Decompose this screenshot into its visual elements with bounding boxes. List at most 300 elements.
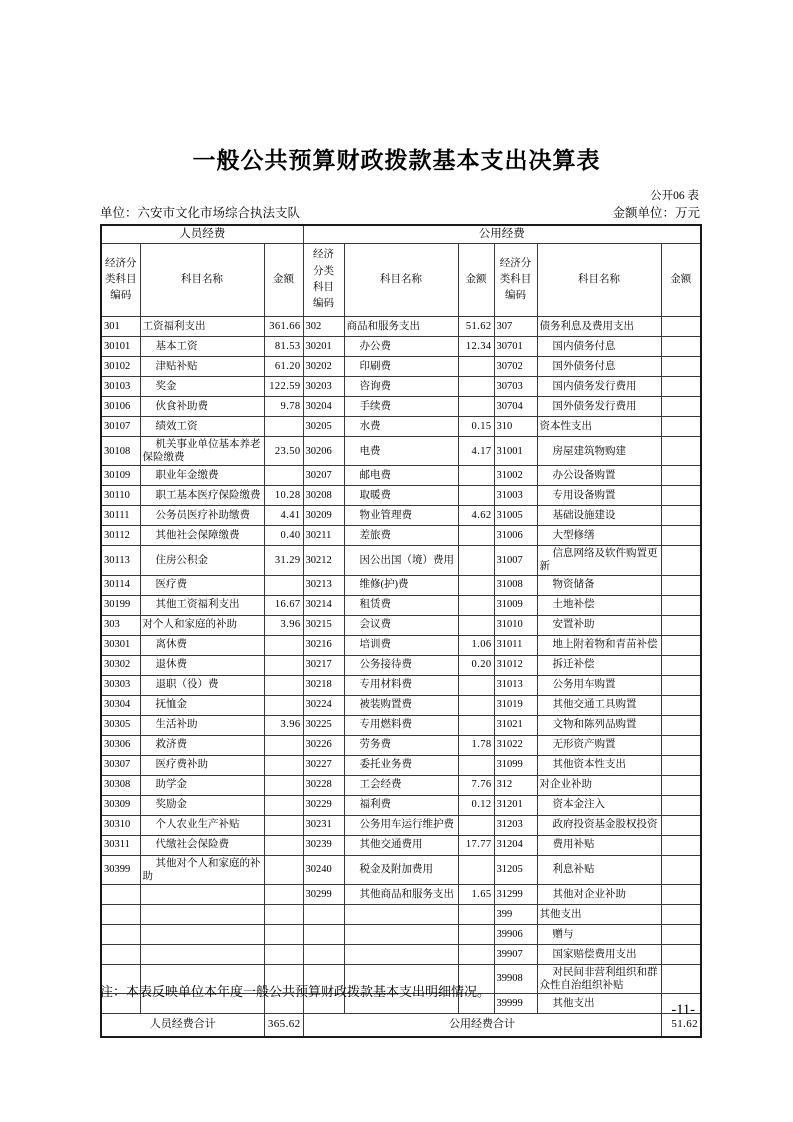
- cell-amt: 23.50: [264, 437, 303, 466]
- cell-code: 30702: [494, 357, 537, 377]
- cell-amt: [661, 855, 701, 884]
- cell-code: 302: [303, 317, 344, 337]
- cell-name: 咨询费: [344, 377, 458, 397]
- col-header-amount-2: 金额: [458, 244, 494, 317]
- cell-amt: [661, 964, 701, 993]
- cell-name: 债务利息及费用支出: [537, 317, 661, 337]
- cell-amt: [458, 397, 494, 417]
- cell-name: 租赁费: [344, 595, 458, 615]
- cell-amt: 361.66: [264, 317, 303, 337]
- cell-name: 工资福利支出: [140, 317, 264, 337]
- cell-code: 30226: [303, 735, 344, 755]
- cell-code: 30217: [303, 655, 344, 675]
- cell-code: 30199: [101, 595, 140, 615]
- cell-code: 39908: [494, 964, 537, 993]
- group-header-public: 公用经费: [303, 225, 701, 244]
- table-row: [101, 317, 701, 337]
- cell-name: [140, 944, 264, 964]
- cell-code: 30302: [101, 655, 140, 675]
- cell-name: 国内债务发行费用: [537, 377, 661, 397]
- cell-name: 取暖费: [344, 486, 458, 506]
- cell-name: 利息补贴: [537, 855, 661, 884]
- col-header-code-3: 经济分类科目编码: [494, 244, 537, 317]
- cell-amt: [661, 675, 701, 695]
- cell-name: [140, 904, 264, 924]
- cell-code: 31011: [494, 635, 537, 655]
- cell-amt: 0.15: [458, 417, 494, 437]
- cell-amt: 9.78: [264, 397, 303, 417]
- cell-amt: [661, 417, 701, 437]
- cell-name: 培训费: [344, 635, 458, 655]
- cell-code: [101, 944, 140, 964]
- cell-name: 文物和陈列品购置: [537, 715, 661, 735]
- cell-name: 公务用车运行维护费: [344, 815, 458, 835]
- cell-code: 30228: [303, 775, 344, 795]
- cell-name: 物业管理费: [344, 506, 458, 526]
- cell-code: 30299: [303, 884, 344, 904]
- table-row: [101, 595, 701, 615]
- cell-code: 39999: [494, 994, 537, 1014]
- footnote: 注：本表反映单位本年度一般公共预算财政拨款基本支出明细情况。: [100, 984, 491, 999]
- cell-amt: [458, 855, 494, 884]
- cell-name: 土地补偿: [537, 595, 661, 615]
- cell-code: 31013: [494, 675, 537, 695]
- cell-amt: [264, 695, 303, 715]
- col-header-name-2: 科目名称: [344, 244, 458, 317]
- cell-name: 专用燃料费: [344, 715, 458, 735]
- cell-code: 30301: [101, 635, 140, 655]
- cell-amt: [661, 486, 701, 506]
- cell-amt: [458, 595, 494, 615]
- cell-code: 30701: [494, 337, 537, 357]
- public-total-amount: 51.62: [661, 1014, 701, 1038]
- cell-name: 退休费: [140, 655, 264, 675]
- cell-amt: 122.59: [264, 377, 303, 397]
- cell-name: 其他对企业补助: [537, 884, 661, 904]
- cell-amt: [661, 575, 701, 595]
- cell-name: 公务接待费: [344, 655, 458, 675]
- cell-name: 对企业补助: [537, 775, 661, 795]
- cell-amt: [458, 575, 494, 595]
- group-header-personnel: 人员经费: [101, 225, 303, 244]
- cell-name: 无形资产购置: [537, 735, 661, 755]
- cell-code: 307: [494, 317, 537, 337]
- cell-code: 39906: [494, 924, 537, 944]
- cell-name: 离休费: [140, 635, 264, 655]
- page-title: 一般公共预算财政拨款基本支出决算表: [192, 147, 601, 173]
- cell-amt: [661, 526, 701, 546]
- cell-amt: [661, 595, 701, 615]
- personnel-total-label: 人员经费合计: [101, 1014, 264, 1038]
- cell-amt: [264, 755, 303, 775]
- cell-code: 30109: [101, 466, 140, 486]
- cell-code: 39907: [494, 944, 537, 964]
- cell-name: 专用材料费: [344, 675, 458, 695]
- cell-name: 商品和服务支出: [344, 317, 458, 337]
- cell-amt: [264, 735, 303, 755]
- cell-code: 30114: [101, 575, 140, 595]
- cell-amt: [661, 695, 701, 715]
- cell-name: 其他商品和服务支出: [344, 884, 458, 904]
- cell-amt: [661, 884, 701, 904]
- cell-amt: [264, 835, 303, 855]
- cell-name: 维修(护)费: [344, 575, 458, 595]
- cell-name: 政府投资基金股权投资: [537, 815, 661, 835]
- cell-amt: 1.06: [458, 635, 494, 655]
- cell-name: 基础设施建设: [537, 506, 661, 526]
- cell-name: 国家赔偿费用支出: [537, 944, 661, 964]
- cell-name: 资本性支出: [537, 417, 661, 437]
- cell-name: 对个人和家庭的补助: [140, 615, 264, 635]
- cell-code: 30227: [303, 755, 344, 775]
- cell-amt: 17.77: [458, 835, 494, 855]
- table-row: [101, 884, 701, 904]
- cell-code: 30310: [101, 815, 140, 835]
- column-header-row: [101, 244, 701, 317]
- cell-code: 30308: [101, 775, 140, 795]
- cell-code: 30214: [303, 595, 344, 615]
- cell-name: 拆迁补偿: [537, 655, 661, 675]
- cell-name: 赠与: [537, 924, 661, 944]
- cell-amt: [661, 815, 701, 835]
- cell-code: 30311: [101, 835, 140, 855]
- public-total-label: 公用经费合计: [303, 1014, 661, 1038]
- cell-code: 310: [494, 417, 537, 437]
- cell-amt: 0.20: [458, 655, 494, 675]
- cell-name: [140, 924, 264, 944]
- cell-name: 劳务费: [344, 735, 458, 755]
- cell-code: 30102: [101, 357, 140, 377]
- cell-amt: 51.62: [458, 317, 494, 337]
- cell-name: 其他交通工具购置: [537, 695, 661, 715]
- cell-name: 资本金注入: [537, 795, 661, 815]
- cell-name: [344, 924, 458, 944]
- cell-amt: [661, 337, 701, 357]
- cell-name: 其他资本性支出: [537, 755, 661, 775]
- cell-code: [303, 944, 344, 964]
- cell-name: [344, 944, 458, 964]
- cell-amt: [661, 944, 701, 964]
- cell-code: 30239: [303, 835, 344, 855]
- cell-amt: [661, 755, 701, 775]
- cell-amt: 3.96: [264, 615, 303, 635]
- cell-name: 房屋建筑物购建: [537, 437, 661, 466]
- cell-amt: [264, 884, 303, 904]
- cell-amt: 12.34: [458, 337, 494, 357]
- table-row: [101, 337, 701, 357]
- table-row: [101, 795, 701, 815]
- cell-code: 30224: [303, 695, 344, 715]
- cell-name: 办公费: [344, 337, 458, 357]
- cell-name: 对民间非营利组织和群众性自治组织补贴: [537, 964, 661, 993]
- table-row: [101, 904, 701, 924]
- cell-amt: [264, 775, 303, 795]
- table-row: [101, 924, 701, 944]
- table-row: [101, 695, 701, 715]
- cell-amt: [661, 397, 701, 417]
- cell-name: 个人农业生产补贴: [140, 815, 264, 835]
- cell-name: 税金及附加费用: [344, 855, 458, 884]
- cell-code: 30206: [303, 437, 344, 466]
- table-row: [101, 526, 701, 546]
- table-row: [101, 755, 701, 775]
- cell-code: [101, 924, 140, 944]
- cell-name: 因公出国（境）费用: [344, 546, 458, 575]
- cell-amt: [458, 486, 494, 506]
- cell-amt: [458, 546, 494, 575]
- cell-amt: [458, 755, 494, 775]
- cell-amt: [661, 735, 701, 755]
- cell-amt: [661, 317, 701, 337]
- cell-amt: [264, 655, 303, 675]
- cell-code: 30399: [101, 855, 140, 884]
- cell-amt: [458, 904, 494, 924]
- cell-code: 30309: [101, 795, 140, 815]
- cell-amt: 0.12: [458, 795, 494, 815]
- cell-amt: [264, 904, 303, 924]
- cell-name: 职业年金缴费: [140, 466, 264, 486]
- cell-name: 水费: [344, 417, 458, 437]
- cell-amt: [458, 944, 494, 964]
- cell-amt: [661, 635, 701, 655]
- cell-code: 30111: [101, 506, 140, 526]
- cell-name: 奖金: [140, 377, 264, 397]
- table-row: [101, 635, 701, 655]
- cell-amt: [661, 924, 701, 944]
- cell-amt: 81.53: [264, 337, 303, 357]
- cell-code: 30208: [303, 486, 344, 506]
- cell-name: 住房公积金: [140, 546, 264, 575]
- table-row: [101, 835, 701, 855]
- cell-name: 医疗费补助: [140, 755, 264, 775]
- cell-amt: [458, 815, 494, 835]
- cell-code: [303, 924, 344, 944]
- cell-name: 差旅费: [344, 526, 458, 546]
- cell-amt: 31.29: [264, 546, 303, 575]
- cell-code: 31009: [494, 595, 537, 615]
- cell-code: 30231: [303, 815, 344, 835]
- cell-code: 31010: [494, 615, 537, 635]
- cell-code: 30307: [101, 755, 140, 775]
- cell-code: 301: [101, 317, 140, 337]
- table-row: [101, 357, 701, 377]
- table-row: [101, 715, 701, 735]
- cell-code: 30103: [101, 377, 140, 397]
- cell-code: 30305: [101, 715, 140, 735]
- cell-amt: 4.17: [458, 437, 494, 466]
- cell-amt: 10.28: [264, 486, 303, 506]
- cell-name: 大型修缮: [537, 526, 661, 546]
- cell-name: 电费: [344, 437, 458, 466]
- cell-code: 30205: [303, 417, 344, 437]
- cell-amt: [458, 695, 494, 715]
- table-row: [101, 775, 701, 795]
- cell-name: 公务员医疗补助缴费: [140, 506, 264, 526]
- cell-name: 生活补助: [140, 715, 264, 735]
- cell-amt: 16.67: [264, 595, 303, 615]
- cell-name: 其他交通费用: [344, 835, 458, 855]
- personnel-total-amount: 365.62: [264, 1014, 303, 1038]
- cell-code: 30207: [303, 466, 344, 486]
- cell-name: 奖励金: [140, 795, 264, 815]
- cell-amt: [264, 466, 303, 486]
- cell-code: 30202: [303, 357, 344, 377]
- cell-code: 31006: [494, 526, 537, 546]
- cell-code: 30303: [101, 675, 140, 695]
- cell-name: 助学金: [140, 775, 264, 795]
- group-header-row: [101, 225, 701, 244]
- cell-amt: [264, 635, 303, 655]
- table-row: [101, 546, 701, 575]
- unit-label: 单位：六安市文化市场综合执法支队: [100, 206, 301, 220]
- cell-code: 30213: [303, 575, 344, 595]
- cell-amt: 4.62: [458, 506, 494, 526]
- cell-name: 抚恤金: [140, 695, 264, 715]
- cell-amt: [661, 437, 701, 466]
- cell-amt: [458, 715, 494, 735]
- cell-name: 专用设备购置: [537, 486, 661, 506]
- cell-amt: [458, 526, 494, 546]
- table-body: [101, 317, 701, 1014]
- cell-amt: 0.40: [264, 526, 303, 546]
- cell-amt: [458, 377, 494, 397]
- table-row: [101, 855, 701, 884]
- col-header-amount-3: 金额: [661, 244, 701, 317]
- cell-code: 30203: [303, 377, 344, 397]
- cell-amt: 7.76: [458, 775, 494, 795]
- cell-amt: [458, 675, 494, 695]
- cell-amt: 3.96: [264, 715, 303, 735]
- cell-name: [140, 884, 264, 904]
- table-row: [101, 575, 701, 595]
- cell-amt: 4.41: [264, 506, 303, 526]
- table-row: [101, 486, 701, 506]
- cell-amt: [264, 417, 303, 437]
- cell-code: 30215: [303, 615, 344, 635]
- cell-code: 30704: [494, 397, 537, 417]
- cell-code: 30240: [303, 855, 344, 884]
- totals-row: [101, 1014, 701, 1038]
- cell-amt: 1.65: [458, 884, 494, 904]
- cell-name: 退职（役）费: [140, 675, 264, 695]
- cell-code: 31205: [494, 855, 537, 884]
- cell-amt: [264, 815, 303, 835]
- budget-table: [100, 224, 702, 1038]
- col-header-code-2: 经济分类科目编码: [303, 244, 344, 317]
- cell-code: 30112: [101, 526, 140, 546]
- cell-code: 30101: [101, 337, 140, 357]
- cell-code: 30201: [303, 337, 344, 357]
- cell-name: 其他对个人和家庭的补助: [140, 855, 264, 884]
- cell-code: 31001: [494, 437, 537, 466]
- cell-name: 被装购置费: [344, 695, 458, 715]
- cell-name: 绩效工资: [140, 417, 264, 437]
- cell-code: 30211: [303, 526, 344, 546]
- cell-amt: 61.20: [264, 357, 303, 377]
- cell-code: 30209: [303, 506, 344, 526]
- cell-amt: [264, 944, 303, 964]
- cell-amt: [264, 675, 303, 695]
- cell-code: 30218: [303, 675, 344, 695]
- cell-amt: [661, 904, 701, 924]
- cell-amt: [661, 615, 701, 635]
- cell-name: 国外债务发行费用: [537, 397, 661, 417]
- cell-amt: [264, 795, 303, 815]
- col-header-name-1: 科目名称: [140, 244, 264, 317]
- cell-name: 地上附着物和青苗补偿: [537, 635, 661, 655]
- cell-code: 31019: [494, 695, 537, 715]
- col-header-amount-1: 金额: [264, 244, 303, 317]
- table-row: [101, 675, 701, 695]
- cell-name: 工会经费: [344, 775, 458, 795]
- cell-name: 医疗费: [140, 575, 264, 595]
- cell-name: 其他支出: [537, 904, 661, 924]
- cell-name: 机关事业单位基本养老保险缴费: [140, 437, 264, 466]
- cell-name: 其他工资福利支出: [140, 595, 264, 615]
- cell-amt: [264, 924, 303, 944]
- cell-name: 信息网络及软件购置更新: [537, 546, 661, 575]
- cell-code: [101, 884, 140, 904]
- cell-code: [303, 904, 344, 924]
- table-row: [101, 466, 701, 486]
- cell-name: 国外债务付息: [537, 357, 661, 377]
- cell-code: 30110: [101, 486, 140, 506]
- cell-code: 30306: [101, 735, 140, 755]
- cell-code: 30212: [303, 546, 344, 575]
- cell-name: 伙食补助费: [140, 397, 264, 417]
- cell-code: 31007: [494, 546, 537, 575]
- table-row: [101, 655, 701, 675]
- cell-name: 基本工资: [140, 337, 264, 357]
- cell-code: 30113: [101, 546, 140, 575]
- table-row: [101, 735, 701, 755]
- cell-amt: [264, 575, 303, 595]
- cell-code: 31005: [494, 506, 537, 526]
- cell-code: [101, 904, 140, 924]
- cell-name: 会议费: [344, 615, 458, 635]
- cell-name: 代缴社会保险费: [140, 835, 264, 855]
- cell-name: 安置补助: [537, 615, 661, 635]
- cell-amt: [661, 715, 701, 735]
- table-row: [101, 615, 701, 635]
- cell-name: 救济费: [140, 735, 264, 755]
- cell-name: 委托业务费: [344, 755, 458, 775]
- amount-unit-label: 金额单位：万元: [612, 206, 700, 220]
- cell-code: 31204: [494, 835, 537, 855]
- cell-code: 31002: [494, 466, 537, 486]
- cell-name: 职工基本医疗保险缴费: [140, 486, 264, 506]
- cell-name: 物资储备: [537, 575, 661, 595]
- col-header-code-1: 经济分类科目编码: [101, 244, 140, 317]
- cell-amt: [661, 655, 701, 675]
- cell-name: 办公设备购置: [537, 466, 661, 486]
- cell-name: 印刷费: [344, 357, 458, 377]
- cell-code: 30216: [303, 635, 344, 655]
- cell-code: 30106: [101, 397, 140, 417]
- table-row: [101, 437, 701, 466]
- cell-code: 303: [101, 615, 140, 635]
- cell-code: 30703: [494, 377, 537, 397]
- cell-amt: [458, 357, 494, 377]
- cell-amt: [458, 615, 494, 635]
- table-code-label: 公开06 表: [650, 190, 699, 202]
- cell-code: 31008: [494, 575, 537, 595]
- col-header-name-3: 科目名称: [537, 244, 661, 317]
- cell-code: 312: [494, 775, 537, 795]
- cell-amt: 1.78: [458, 735, 494, 755]
- page-number: -11-: [671, 1002, 695, 1018]
- cell-code: 31299: [494, 884, 537, 904]
